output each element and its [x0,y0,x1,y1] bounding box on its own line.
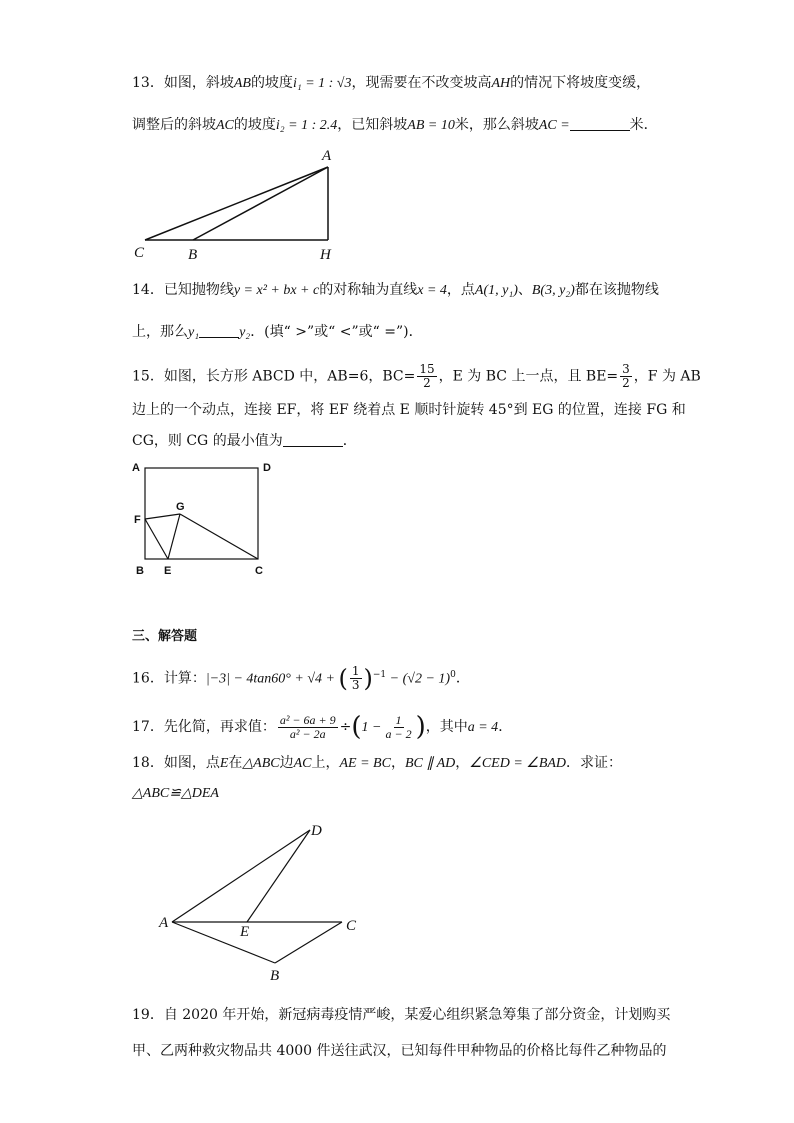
q15-bc-num: 15 [419,362,435,376]
q16-expr2: − (√2 − 1) [386,671,451,687]
q13-label-a: A [322,148,332,164]
q15-text: 边上的一个动点，连接 EF，将 EF 绕着点 E 顺时针旋转 45°到 EG 的位置，连接 FG 和 [132,402,686,418]
q17-value: a = 4 [467,720,499,735]
q14-point-b: B(3, y₂) [531,283,575,298]
q15-text: 15．如图，长方形 ABCD 中，AB=6，BC= [132,368,416,385]
q18-text: 18．如图，点 [132,755,220,771]
q17-inner-num: 1 [395,712,402,727]
q13-text: 米． [629,117,658,133]
q17-den: a² − 2a [289,726,326,741]
q14-axis: x = 4 [417,283,447,298]
q18-label-b: B [270,968,280,984]
q16-left-paren: ( [338,664,348,693]
q15-label-f: F [134,514,141,526]
q18-e: E [219,756,229,771]
q15-text: ，F 为 AB [633,368,701,385]
q18-sep: ， [390,755,405,771]
q17-num: a² − 6a + 9 [279,712,336,727]
q13-ac-eq: AC = [538,118,570,133]
q16-exp1: −1 [372,670,387,680]
q18-line-bc [275,922,342,963]
q13-figure [145,167,328,240]
q13-ah: AH [491,76,511,91]
q17-right-paren: ) [415,712,426,742]
q13-ac: AC [216,118,234,133]
q15-line-eg [168,514,180,559]
q13-text: ，现需要在不改变坡高 [351,75,492,91]
q18-line-ab [172,922,275,963]
q13-label-c: C [134,245,145,261]
q17-inner-den: a − 2 [385,726,412,741]
q17-div: ÷ [339,719,352,735]
q18-label-e: E [240,924,250,940]
q13-line-ac [145,167,328,240]
q15-text: CG，则 CG 的最小值为 [132,433,283,449]
q13-i1: i₁ = 1 : √3 [292,76,352,91]
q15-figure [145,468,258,559]
q14-text: 14．已知抛物线 [132,282,234,298]
q17-text: 17．先化简，再求值： [132,719,276,735]
q16-frac-num: 1 [351,664,360,679]
q14-text: ，点 [446,282,475,298]
q18-cond2: BC ∥ AD [404,756,456,771]
q15-rectangle [145,468,258,559]
q15-text: ，E 为 BC 上一点，且 BE= [438,368,619,385]
q13-text: 米，那么斜坡 [454,117,539,133]
q17-text: ，其中 [425,719,468,735]
q14-point-a: A(1, y₁) [474,283,518,298]
q18-text: 上， [311,755,340,771]
q18-label-d: D [311,823,322,839]
q19-text: 甲、乙两种救灾物品共 4000 件送往武汉，已知每件甲种物品的价格比每件乙种物品的 [132,1043,667,1059]
q15-label-b: B [136,565,144,577]
q18-ac: AC [293,756,312,771]
q13-label-h: H [320,247,331,263]
q13-text: 的坡度 [233,117,276,133]
q18-line-ed [247,830,310,922]
q13-text: 的坡度 [250,75,293,91]
q18-figure [172,830,342,963]
q15-label-d: D [263,462,271,474]
q15-label-c: C [255,565,263,577]
q15-text: ． [342,433,357,449]
q14-y1: y₁ [188,325,200,340]
q15-line-fe [145,519,168,559]
q18-triangle: △ABC [242,756,280,771]
q13-text: 13．如图，斜坡 [132,75,234,91]
q18-sep: ， [455,755,470,771]
q13-ab10: AB = 10 [407,118,455,133]
q15-line-gc [180,514,258,559]
q13-text: 的情况下将坡度变缓， [510,75,651,91]
q13-label-b: B [188,247,198,263]
q15-label-a: A [132,462,140,474]
q13-text: 调整后的斜坡 [132,117,216,133]
q18-label-c: C [346,918,357,934]
q14-text: 的对称轴为直线 [319,282,418,298]
q16-expr: |−3| − 4tan60° + √4 + [205,671,339,687]
q14-equation: y = x² + bx + c [233,283,320,298]
q15-label-g: G [176,501,185,513]
q14-text: 都在该抛物线 [574,282,659,298]
q14-text: 上，那么 [132,324,188,340]
q18-label-a: A [159,915,169,931]
q16-right-paren: ) [363,664,373,693]
q16-text: 16．计算： [132,670,206,687]
q15-bc-den: 2 [423,376,431,390]
q13-i2: i₂ = 1 : 2.4 [275,118,338,133]
q18-cond3: ∠CED = ∠BAD [469,756,567,771]
q18-text: 边 [279,755,294,771]
q18-line-ad [172,830,310,922]
q13-ab: AB [233,76,251,91]
q16-frac-den: 3 [351,678,360,693]
section-title: 三、解答题 [132,629,198,644]
q15-be-num: 3 [622,362,630,376]
q13-text: ，已知斜坡 [337,117,408,133]
q13-line-ab [193,167,328,240]
q19-text: 19．自 2020 年开始，新冠病毒疫情严峻，某爱心组织紧急筹集了部分资金，计划购买 [132,1007,671,1023]
q15-be-den: 2 [622,376,630,390]
q14-text: ．(填“ >”或“ <”或“ =”)． [250,324,423,340]
q18-prove: △ABC≌△DEA [132,786,219,801]
q18-text: ．求证： [566,755,623,771]
q18-cond1: AE = BC [339,756,391,771]
q14-text: 、 [517,282,532,298]
q16-text: ． [455,670,470,687]
q15-label-e: E [164,565,172,577]
q17-one-minus: 1 − [361,720,382,735]
q15-line-fg [145,514,180,519]
q17-text: ． [498,719,513,735]
q14-y2: y₂ [239,325,251,340]
q18-text: 在 [228,755,243,771]
q16-exp0: 0 [450,670,456,680]
q17-left-paren: ( [351,712,362,742]
